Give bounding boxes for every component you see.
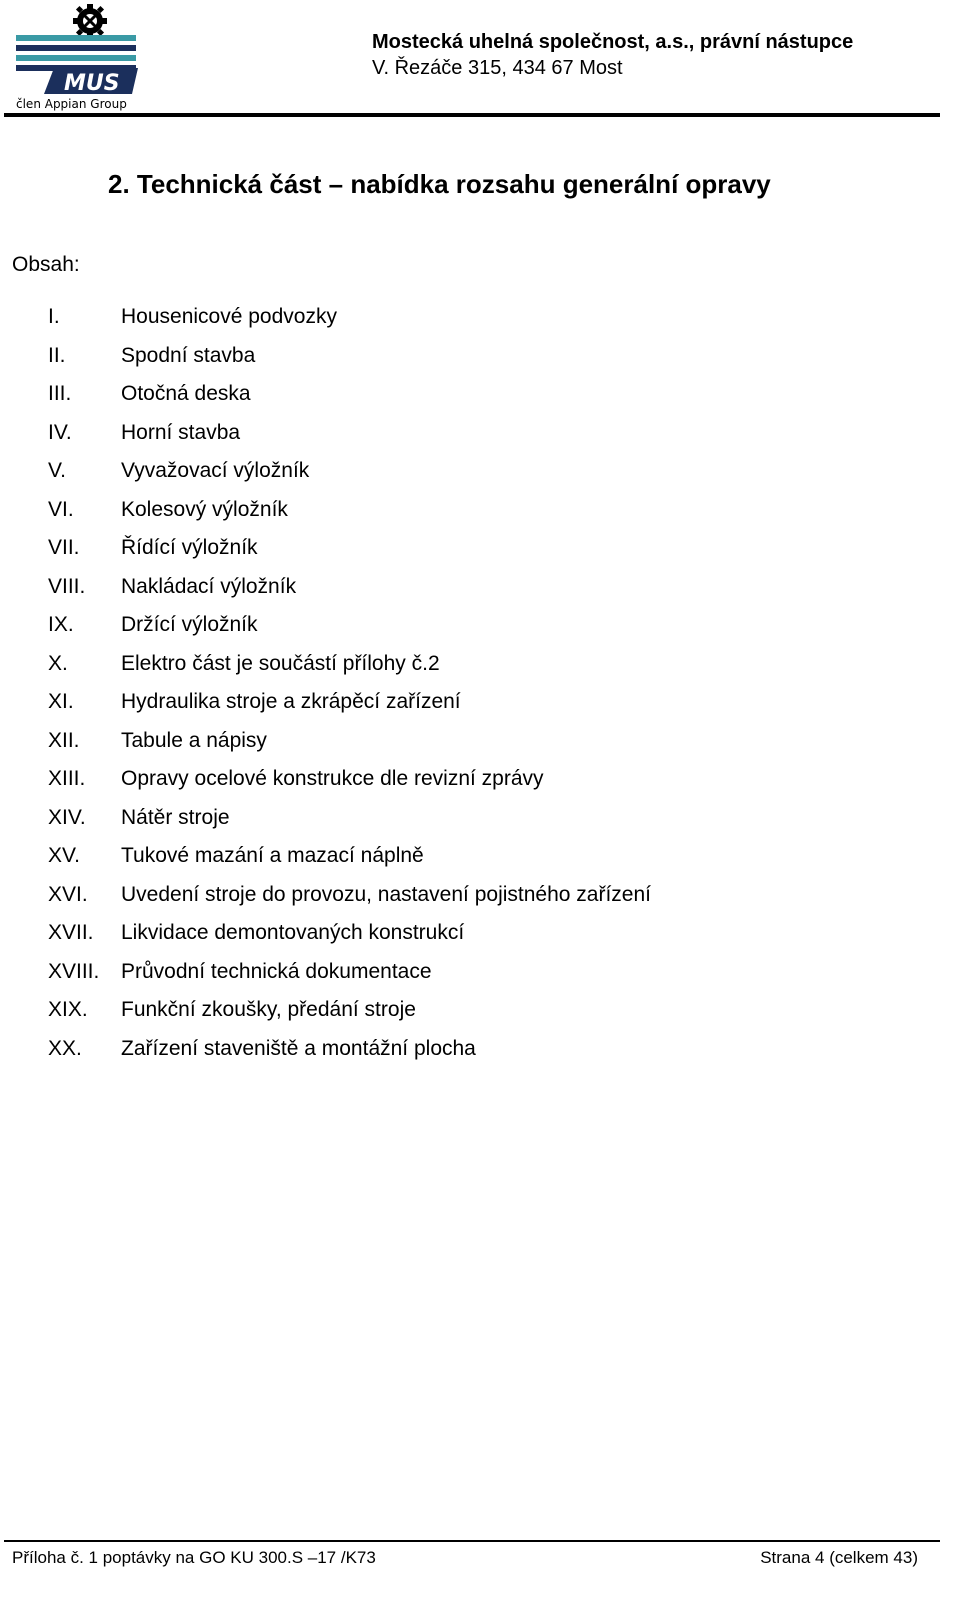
- toc-item: [48, 303, 651, 342]
- toc-item: [48, 342, 651, 381]
- toc-item-number: XVI.: [48, 882, 88, 906]
- toc-item-number: VI.: [48, 497, 74, 521]
- toc-item-title: Kolesový výložník: [121, 497, 288, 521]
- toc-item-number: XVII.: [48, 921, 94, 944]
- toc-item-title: Housenicové podvozky: [121, 305, 337, 328]
- toc-item-number: XX.: [48, 1036, 82, 1060]
- toc-item: [48, 573, 651, 612]
- toc-item: [48, 534, 651, 573]
- toc-item: [48, 688, 651, 727]
- toc-item-number: V.: [48, 459, 66, 482]
- toc-item: [48, 1035, 651, 1074]
- contents-label: Obsah:: [12, 253, 80, 276]
- header-divider: [4, 113, 940, 117]
- toc-item-title: Držící výložník: [121, 613, 258, 636]
- toc-item: [48, 727, 651, 766]
- toc-item-number: XI.: [48, 690, 74, 713]
- logo-stripes: [16, 35, 136, 71]
- toc-item: [48, 419, 651, 458]
- toc-item-title: Vyvažovací výložník: [121, 459, 310, 482]
- toc-item-title: Zařízení staveniště a montážní plocha: [121, 1036, 476, 1060]
- toc-item-title: Horní stavba: [121, 420, 241, 444]
- toc-item-number: XIV.: [48, 805, 86, 829]
- toc-item-title: Spodní stavba: [121, 343, 256, 367]
- toc-item-title: Elektro část je součástí přílohy č.2: [121, 651, 440, 675]
- toc-item: [48, 496, 651, 535]
- toc-item-number: XV.: [48, 844, 80, 867]
- toc-item-number: IV.: [48, 420, 72, 444]
- logo-tagline: člen Appian Group: [16, 97, 127, 111]
- toc-item-title: Nakládací výložník: [121, 574, 297, 598]
- toc-item-title: Uvedení stroje do provozu, nastavení pojistného zařízení: [121, 882, 651, 906]
- toc-item: [48, 958, 651, 997]
- document-title: 2. Technická část – nabídka rozsahu generální opravy: [108, 169, 771, 199]
- toc-item: [48, 650, 651, 689]
- logo-emblem: [73, 4, 107, 38]
- toc-item: [48, 881, 651, 920]
- table-of-contents: [48, 303, 651, 1073]
- footer-reference: Příloha č. 1 poptávky na GO KU 300.S –17 /K73: [12, 1548, 376, 1567]
- toc-item-title: Tukové mazání a mazací náplně: [121, 844, 424, 867]
- toc-item-number: VII.: [48, 536, 80, 559]
- toc-item-title: Nátěr stroje: [121, 805, 230, 829]
- toc-item-number: XIX.: [48, 998, 88, 1021]
- toc-item-number: II.: [48, 343, 66, 367]
- page-number: Strana 4 (celkem 43): [760, 1548, 918, 1567]
- toc-item-title: Opravy ocelové konstrukce dle revizní zprávy: [121, 767, 544, 790]
- toc-item: [48, 996, 651, 1035]
- toc-item-title: Průvodní technická dokumentace: [121, 959, 432, 983]
- toc-item: [48, 380, 651, 419]
- toc-item-number: XVIII.: [48, 959, 100, 983]
- toc-item-title: Tabule a nápisy: [121, 728, 267, 752]
- toc-item: [48, 919, 651, 958]
- toc-item-title: Hydraulika stroje a zkrápěcí zařízení: [121, 690, 461, 713]
- toc-item-number: IX.: [48, 613, 74, 636]
- mus-logo-icon: [14, 4, 140, 112]
- company-logo: [14, 4, 140, 112]
- toc-item: [48, 611, 651, 650]
- toc-item-title: Likvidace demontovaných konstrukcí: [121, 921, 465, 944]
- company-name: Mostecká uhelná společnost, a.s., právní nástupce: [372, 31, 854, 53]
- logo-wordmark: MUS: [64, 71, 120, 96]
- toc-item-number: III.: [48, 382, 72, 405]
- toc-item-title: Řídící výložník: [121, 536, 258, 559]
- toc-item-number: XIII.: [48, 767, 86, 790]
- toc-item-title: Funkční zkoušky, předání stroje: [121, 998, 416, 1021]
- toc-item-number: XII.: [48, 728, 80, 752]
- toc-item-number: I.: [48, 305, 60, 328]
- toc-item-number: VIII.: [48, 574, 86, 598]
- company-address: V. Řezáče 315, 434 67 Most: [372, 57, 623, 79]
- toc-item: [48, 765, 651, 804]
- toc-item: [48, 804, 651, 843]
- toc-item: [48, 842, 651, 881]
- toc-item: [48, 457, 651, 496]
- toc-item-title: Otočná deska: [121, 382, 251, 405]
- footer-divider: [4, 1540, 940, 1542]
- toc-item-number: X.: [48, 651, 68, 675]
